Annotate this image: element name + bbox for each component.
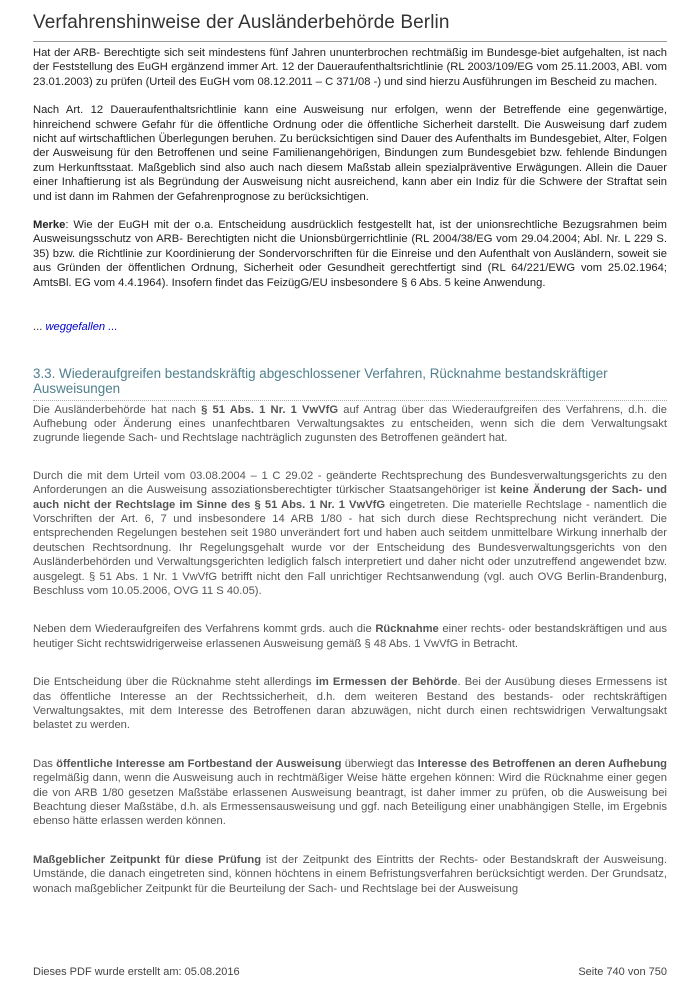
omitted-link[interactable]: weggefallen ... <box>45 321 118 334</box>
footer-page-number: Seite 740 von 750 <box>578 966 667 978</box>
bold-keine-aenderung: keine Änderung der Sach- und auch nicht der Rechtslage im Sinne des § 51 Abs. 1 Nr. 1 VwVfG <box>33 484 667 511</box>
section-heading: 3.3. Wiederaufgreifen bestandskräftig abgeschlossener Verfahren, Rücknahme bestandskräftiger Ausweisungen <box>33 365 608 396</box>
page-header <box>33 12 667 42</box>
bold-interesse-betroffener: Interesse des Betroffenen an deren Aufhebung <box>417 757 667 770</box>
merke-text: : Wie der EuGH mit der o.a. Entscheidung ausdrücklich festgestellt hat, ist der unionsrechtliche Bezugsrahmen beim Ausweisungsschutz von ARB- Berechtigten nicht die Unionsbürgerrichtlinie (RL 2004/38/EG vom 29.04.2004; Abl. Nr. L 229 S. 35) bzw. die Richtlinie zur Koordinierung der Sondervorschriften für die Einreise und den Aufenthalt von Ausländern, soweit sie aus Gründen der öffentlichen Ordnung, Sicherheit oder Gesundheit gerechtfertigt sind (RL 64/221/EWG vom 25.02.1964; AmtsBl. EG vom 4.4.1964). Insofern findet das FeizügG/EU insbesondere § 6 Abs. 5 keine Anwendung. <box>33 219 667 289</box>
paragraph-wiederaufgreifen: Die Ausländerbehörde hat nach § 51 Abs. 1 Nr. 1 VwVfG auf Antrag über das Wiederaufgreifen des Verfahrens, d.h. die Aufhebung oder Änderung eines unanfechtbaren Verwaltungsaktes zu entscheiden, wenn sich die dem Verwaltungsakt zugrunde liegende Sach- und Rechtslage nachträglich zugunsten des Betroffenen geändert hat. <box>33 403 667 445</box>
paragraph-ermessen: Die Entscheidung über die Rücknahme steht allerdings im Ermessen der Behörde. Bei der Ausübung dieses Ermessens ist das öffentliche Interesse an der Rechtssicherheit, d.h. dem weiteren Bestand des bestands- oder rechtskräftigen Verwaltungsaktes, mit dem Interesse des Betroffenen daran abzuwägen, nicht durch einen rechtswidrigen Verwaltungsakt belastet zu werden. <box>33 676 667 732</box>
paragraph-oeffentliches-interesse: Das öffentliche Interesse am Fortbestand der Ausweisung überwiegt das Interesse des Betroffenen an deren Aufhebung regelmäßig dann, wenn die Ausweisung auch in rechtmäßiger Weise hätte ergehen können: Wird die Rücknahme einer gegen die von ARB 1/80 gesetzen Maßstäbe erlassenen Ausweisung beantragt, ist daher immer zu prüfen, ob die Ausweisung bei Beachtung dieser Maßstäbe, d.h. als Ermessensausweisung und ggf. nach Beteiligung einer unabhängigen Stelle, im Ergebnis ebenso hätte erlassen werden können. <box>33 757 667 828</box>
bold-51-vwvfg: § 51 Abs. 1 Nr. 1 VwVfG <box>201 403 339 416</box>
paragraph-merke <box>33 218 667 290</box>
paragraph-art12-directive: Nach Art. 12 Daueraufenthaltsrichtlinie kann eine Ausweisung nur erfolgen, wenn der Betreffende eine gegenwärtige, hinreichend schwere Gefahr für die öffentliche Ordnung oder die öffentliche Sicherheit darstellt. Die Ausweisung darf zudem nicht auf wirtschaftlichen Überlegungen beruhen. Zu berücksichtigen sind Dauer des Aufenthalts im Bundesgebiet, Alter, Folgen der Ausweisung für den Betroffenen und seine Familienangehörigen, Bindungen zum Bundesgebiet bzw. fehlende Bindungen zum Herkunftsstaat. Maßgeblich sind also auch nach diesem Maßstab allein spezialpräventive Erwägungen. Allein die Dauer einer Inhaftierung ist als Begründung der Ausweisung nicht ausreichend, kann aber ein Indiz für die Schwere der Straftat sein und ist dann im Rahmen der Gefahrenprognose zu berücksichtigen. <box>33 104 667 203</box>
bold-oeffentliches-interesse: öffentliche Interesse am Fortbestand der Ausweisung <box>56 757 342 770</box>
bold-ermessen: im Ermessen der Behörde <box>315 676 458 689</box>
merke-label: Merke <box>33 219 66 232</box>
section-divider <box>33 400 667 401</box>
omitted-prefix: ... <box>33 321 43 334</box>
page-content <box>33 46 667 896</box>
bold-zeitpunkt: Maßgeblicher Zeitpunkt für diese Prüfung <box>33 853 262 866</box>
omitted-note <box>33 320 667 334</box>
paragraph-ruecknahme: Neben dem Wiederaufgreifen des Verfahrens kommt grds. auch die Rücknahme einer rechts- oder bestandskräftigen und aus heutiger Sicht rechtswidrigerweise erlassenen Ausweisung gemäß § 48 Abs. 1 VwVfG in Betracht. <box>33 623 667 650</box>
bold-ruecknahme: Rücknahme <box>375 623 439 636</box>
paragraph-zeitpunkt: Maßgeblicher Zeitpunkt für diese Prüfung ist der Zeitpunkt des Eintritts der Rechts- oder Bestandskraft der Ausweisung. Umstände, die danach eingetreten sind, können höchtens in einem Befristungsverfahren berücksichtigt werden. Der Grundsatz, wonach maßgeblicher Zeitpunkt für die Beurteilung der Sach- und Rechtslage bei der Ausweisung <box>33 853 667 895</box>
paragraph-arb-five-years: Hat der ARB- Berechtigte sich seit mindestens fünf Jahren ununterbrochen rechtmäßig im Bundesge-biet aufgehalten, ist nach der Feststellung des EuGH ergänzend immer Art. 12 der Daueraufenthaltsrichtlinie (RL 2003/109/EG vom 25.11.2003, ABl. vom 23.01.2003) zu prüfen (Urteil des EuGH vom 08.12.2011 – C 371/08 -) und sind hierzu Ausführungen im Bescheid zu machen. <box>33 47 667 88</box>
header-divider <box>33 41 667 42</box>
paragraph-bverwg-urteil: Durch die mit dem Urteil vom 03.08.2004 – 1 C 29.02 - geänderte Rechtsprechung des Bundesverwaltungsgerichts zu den Anforderungen an die Ausweisung assoziationsberechtigter türkischer Staatsangehöriger ist keine Änderung der Sach- und auch nicht der Rechtslage im Sinne des § 51 Abs. 1 Nr. 1 VwVfG eingetreten. Die materielle Rechtslage - namentlich die Vorschriften der Art. 6, 7 und insbesondere 14 ARB 1/80 - hat sich durch diese Rechtsprechung nicht verändert. Die entsprechenden Regelungen bestehen seit 1980 unverändert fort und haben auch seitdem unmittelbare Wirkung innerhalb der deutschen Rechtsordnung. Ihr Regelungsgehalt wurde vor der Entscheidung des Bundesverwaltungsgerichts von den Ausländerbehörden und Verwaltungsgerichten lediglich falsch interpretiert und daher nicht oder unzutreffend angewendet bzw. ausgelegt. § 51 Abs. 1 Nr. 1 VwVfG betrifft nicht den Fall unrichtiger Rechtsanwendung (vgl. auch OVG Berlin-Brandenburg, Beschluss vom 10.05.2006, OVG 11 S 40.05). <box>33 469 667 597</box>
footer-created-date: Dieses PDF wurde erstellt am: 05.08.2016 <box>33 966 240 978</box>
page-title: Verfahrenshinweise der Ausländerbehörde Berlin <box>33 12 450 33</box>
